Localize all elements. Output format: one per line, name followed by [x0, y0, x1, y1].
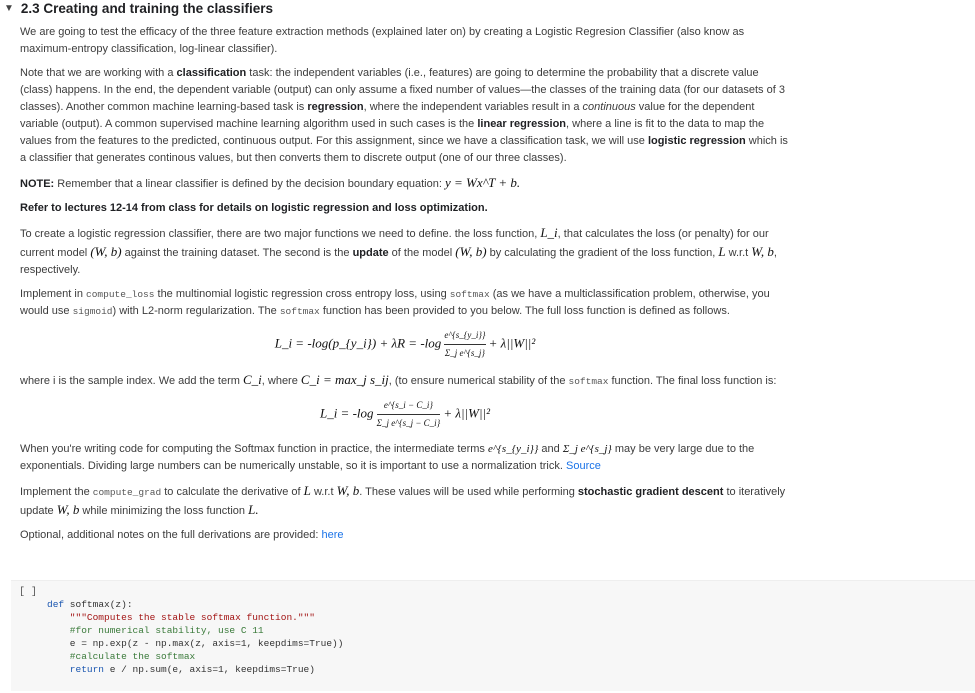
- note-paragraph: NOTE: Remember that a linear classifier is defined by the decision boundary equation: y = Wx^T + b.: [20, 175, 521, 190]
- collapse-caret-icon[interactable]: ▼: [4, 2, 14, 14]
- softmax-practice-paragraph: When you're writing code for computing the Softmax function in practice, the intermediate terms e^{s_{y_i}} and Σ_j e^{s_j} may be very large due to the exponentials. Dividing large numbers can be numerically unstable, so it is important to use a normalization trick. Source: [20, 443, 755, 472]
- here-link[interactable]: here: [321, 529, 344, 541]
- section-heading[interactable]: [0, 0, 273, 16]
- intro-paragraph: We are going to test the efficacy of the three feature extraction methods (explained later on) by creating a Logistic Regresion Classifier (also know as maximum-entropy classification, log-linear classifier).: [20, 26, 745, 55]
- run-cell-button[interactable]: [ ]: [19, 587, 38, 598]
- section-title: 2.3 Creating and training the classifiers: [20, 0, 273, 16]
- refer-paragraph: Refer to lectures 12-14 from class for details on logistic regression and loss optimization.: [20, 202, 488, 214]
- optional-notes-paragraph: Optional, additional notes on the full derivations are provided: here: [20, 529, 344, 541]
- stability-paragraph: where i is the sample index. We add the term C_i, where C_i = max_j s_ij, (to ensure numerical stability of the softmax function. The final loss function is:: [20, 372, 777, 387]
- final-loss-equation: L_i = -log $\frac{e\^{}\{s\_i - C\_i\}}{\text{Σ\_j e\textasciicircum{}\{s\_j − C\_i\}}}$ + λ||W||²: [20, 397, 790, 431]
- implement-grad-paragraph: Implement the compute_grad to calculate the derivative of L w.r.t W, b. These values will be used while performing stochastic gradient descent to iteratively update W, b while minimizing the loss function L.: [20, 483, 786, 517]
- loss-equation: L_i = -log(p_{y_i}) + λR = -log $\frac{e\^{}\{s\_\{y\_i\}\}}{\text{Σ\_j e\textasciicircum{}\{s\_j\}}}$ + λ||W||²: [20, 327, 790, 361]
- source-link[interactable]: Source: [566, 460, 601, 472]
- implement-loss-paragraph: Implement in compute_loss the multinomial logistic regression cross entropy loss, using softmax (as we have a multiclassification problem, otherwise, you would use sigmoid) with L2-norm regularization. The softmax function has been provided to you below. The full loss function is defined as follows.: [20, 288, 770, 317]
- decision-boundary-equation: y = Wx^T + b.: [444, 175, 521, 190]
- text-cell: [20, 24, 790, 551]
- code-editor[interactable]: def softmax(z): """Computes the stable softmax function.""" #for numerical stability, use C 11 e = np.exp(z - np.max(z, axis=1, keepdims=True)) #calculate the softmax return e / np.sum(e, axis=1, keepdims=True): [47, 599, 344, 675]
- loss-intro-paragraph: To create a logistic regression classifier, there are two major functions we need to define. the loss function, L_i, that calculates the loss (or penalty) for our current model (W, b) against the training dataset. The second is the update of the model (W, b) by calculating the gradient of the loss function, L w.r.t W, b, respectively.: [20, 225, 777, 276]
- code-cell[interactable]: [11, 580, 975, 691]
- classification-paragraph: Note that we are working with a classification task: the independent variables (i.e., features) are going to determine the probability that a discrete value (class) happens. In the end, the dependent variable (output) can only assume a fixed number of values—the classes of the training data (for our datasets of 3 classes). Another common machine learning-based task is regression, where the independent variables result in a continuous value for the dependent variable (output). A common supervised machine learning algorithm used in such cases is the linear regression, where a line is fit to the data to map the values from the features to the predicted, continuous output. For this assignment, since we have a classification task, we will use logistic regression which is a classifier that generates continous values, but then converts them to discrete output (one of our three classes).: [20, 67, 788, 164]
